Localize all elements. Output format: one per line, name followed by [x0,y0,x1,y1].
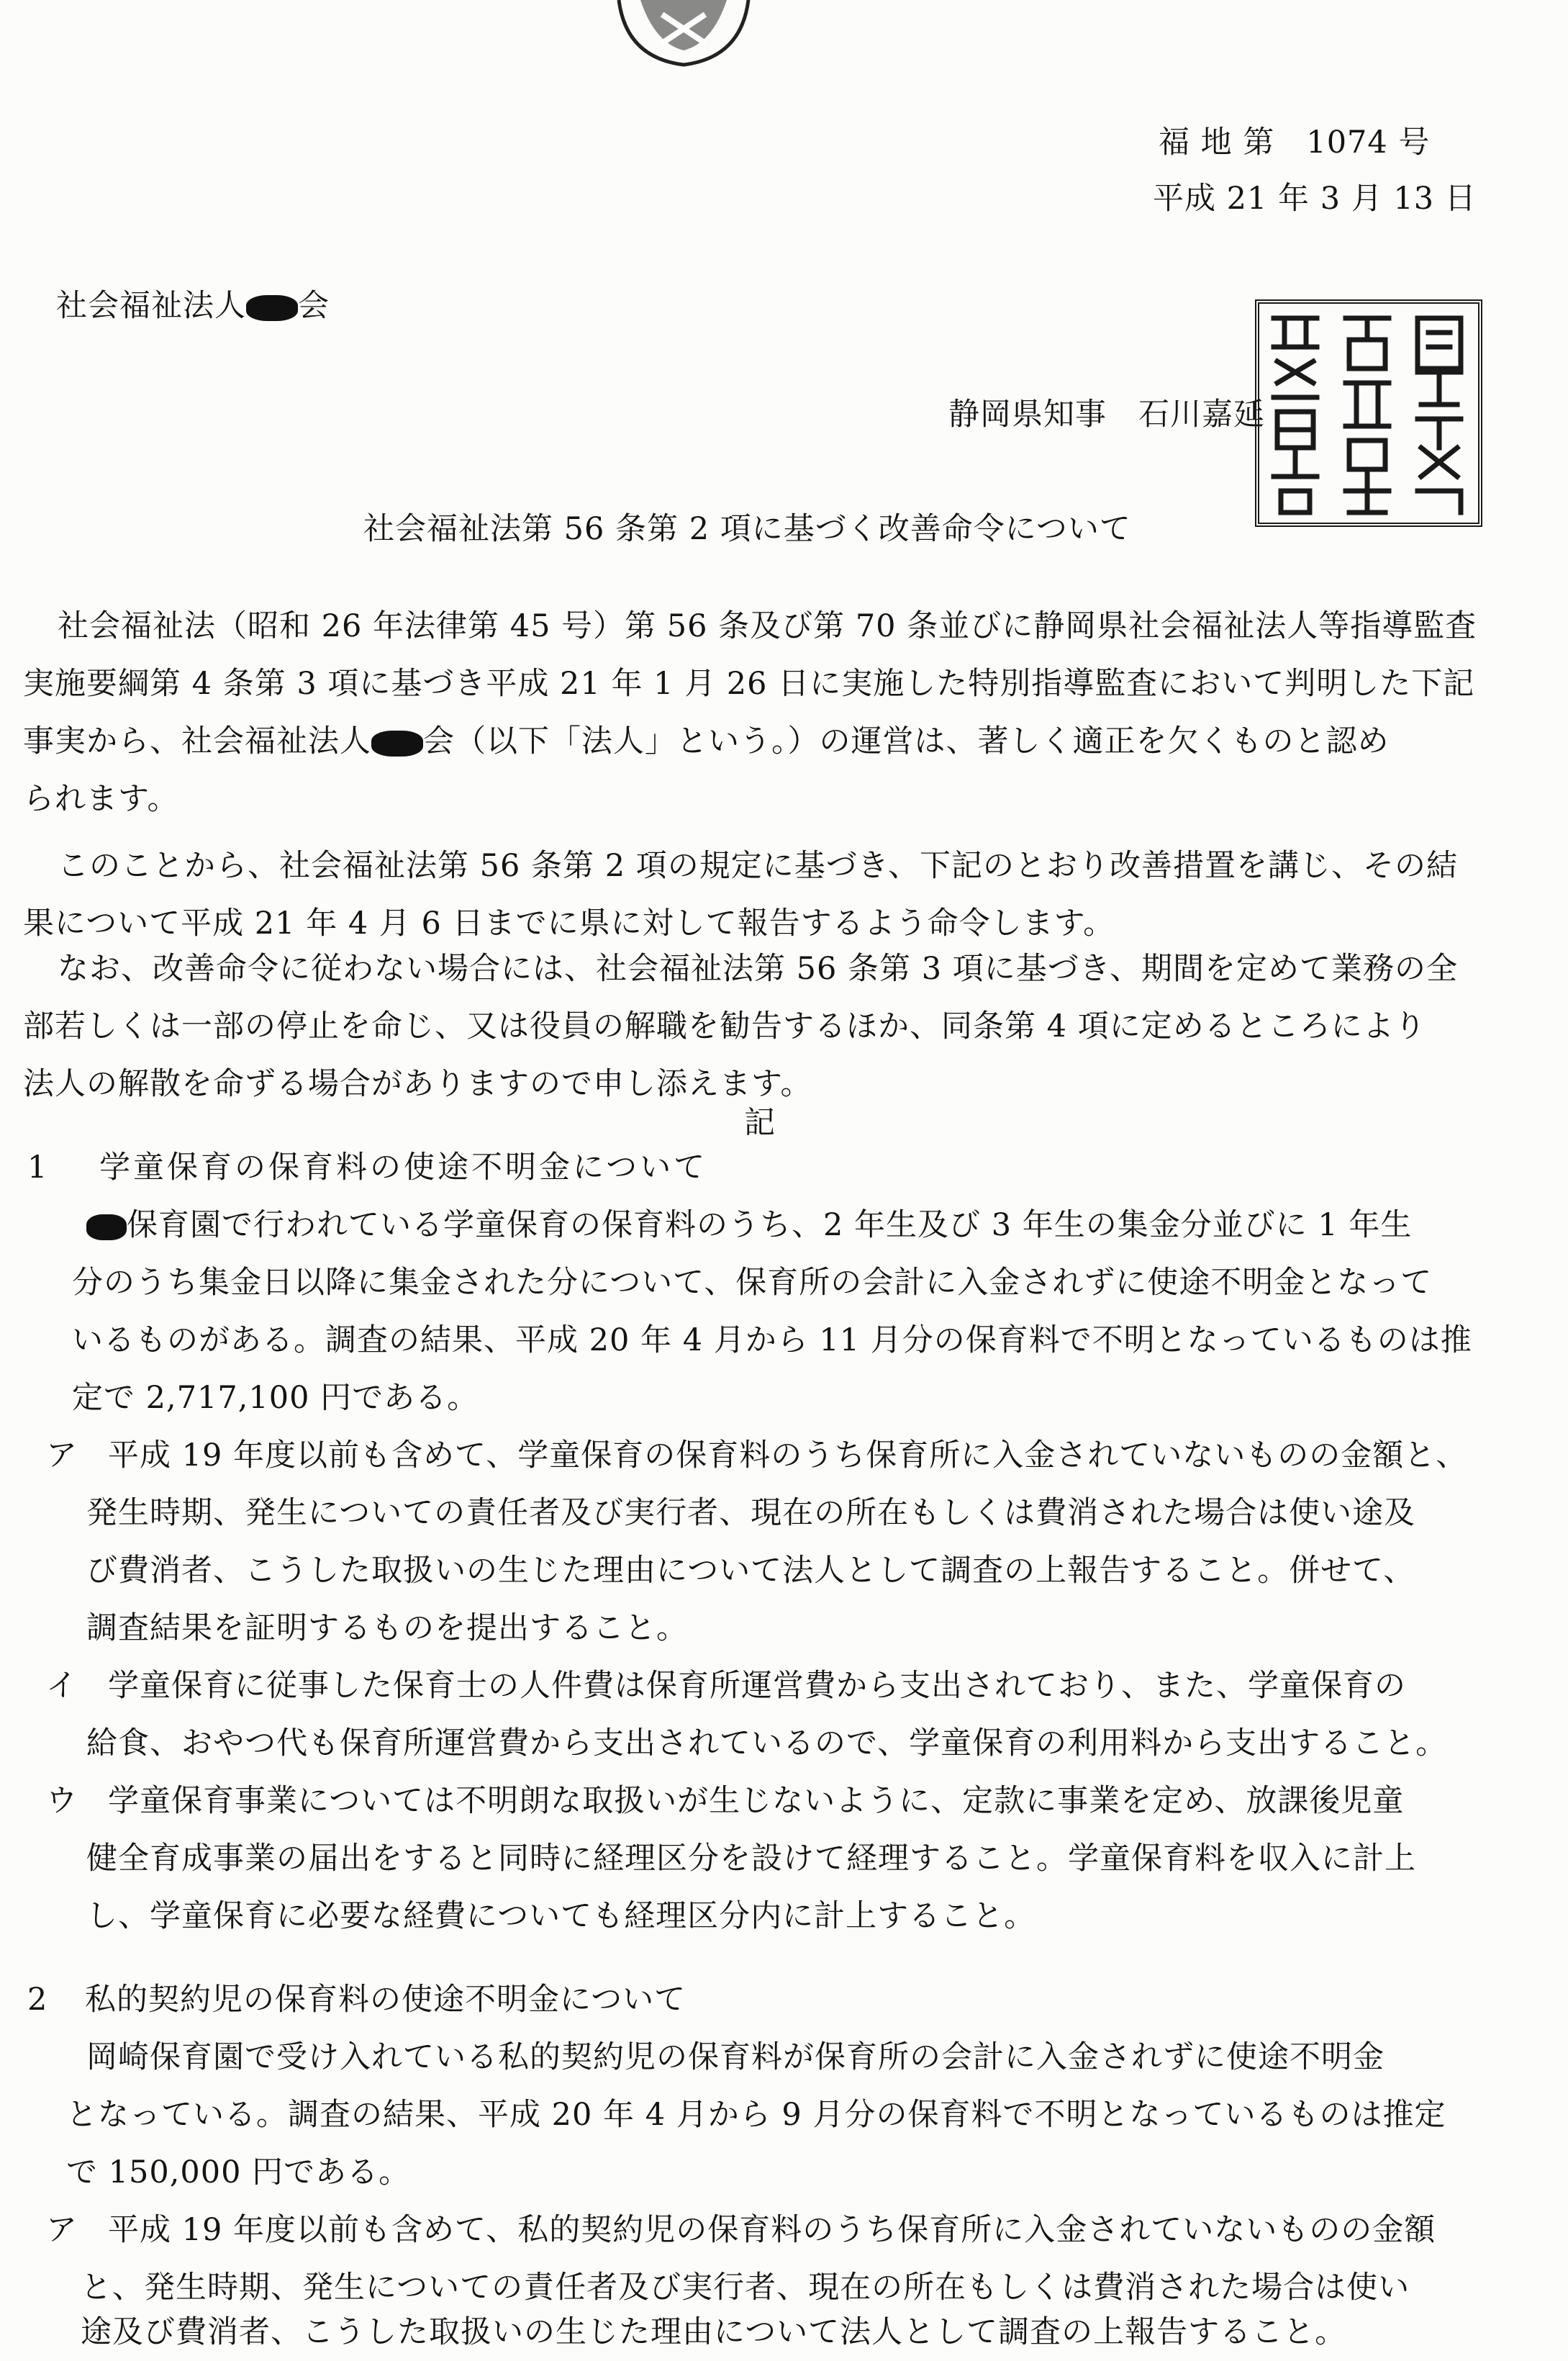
document-date: 平成 21 年 3 月 13 日 [1153,181,1477,217]
section2-item-a-line-3: 途及び費消者、こうした取扱いの生じた理由について法人として調査の上報告すること。 [81,2314,1347,2350]
section1-item-u-line-3: し、学童保育に必要な経費についても経理区分内に計上すること。 [86,1898,1036,1934]
section1-item-a-line-1: 平成 19 年度以前も含めて、学童保育の保育料のうち保育所に入金されていないものの金額と、 [108,1437,1468,1473]
section1-body-line-1-text: 保育園で行われている学童保育の保育料のうち、2 年生及び 3 年生の集金分並びに 1 年生 [127,1207,1413,1243]
para2-line-1: このことから、社会福祉法第 56 条第 2 項の規定に基づき、下記のとおり改善措置を講じ、その結 [58,848,1459,884]
section1-number: 1 [27,1150,48,1186]
sender: 静岡県知事 石川嘉延 [948,397,1265,433]
recipient-suffix: 会 [298,288,330,324]
intro-line-3-end: 会（以下「法人」という。）の運営は、著しく適正を欠くものと認め [423,723,1390,759]
seal-glyphs [1259,304,1478,523]
section2-body-line-2: となっている。調査の結果、平成 20 年 4 月から 9 月分の保育料で不明となっているものは推定 [66,2097,1446,2133]
section2-body-line-3: で 150,000 円である。 [66,2154,411,2190]
section1-body-line-2: 分のうち集金日以降に集金された分について、保育所の会計に入金されずに使途不明金となって [72,1265,1433,1301]
section1-item-a-line-2: 発生時期、発生についての責任者及び実行者、現在の所在もしくは費消された場合は使い途及 [86,1495,1416,1531]
para2-line-2: 果について平成 21 年 4 月 6 日までに県に対して報告するよう命令します。 [23,906,1115,942]
section2-body-line-1: 岡崎保育園で受け入れている私的契約児の保育料が保育所の会計に入金されずに使途不明金 [86,2039,1385,2075]
section1-item-i-mark: イ [46,1668,78,1704]
recipient [56,277,330,335]
section1-item-i-line-2: 給食、おやつ代も保育所運営費から支出されているので、学童保育の利用料から支出すること。 [86,1725,1448,1761]
intro-line-4: られます。 [23,781,179,817]
intro-line-2: 実施要綱第 4 条第 3 項に基づき平成 21 年 1 月 26 日に実施した特別指導監査において判明した下記 [23,666,1475,702]
section1-item-a-line-4: 調査結果を証明するものを提出すること。 [86,1610,688,1646]
para3-line-3: 法人の解散を命ずる場合がありますので申し添えます。 [23,1066,812,1102]
section1-item-u-line-2: 健全育成事業の届出をすると同時に経理区分を設けて経理すること。学童保育料を収入に計上 [86,1841,1416,1877]
section2-number: 2 [27,1982,48,2018]
section1-item-a-line-3: び費消者、こうした取扱いの生じた理由について法人として調査の上報告すること。併せて、 [86,1553,1415,1589]
top-stamp-fragment [612,0,756,68]
section2-heading: 私的契約児の保育料の使途不明金について [85,1982,686,2018]
section2-item-a-mark: ア [46,2212,78,2248]
section1-body-line-1 [86,1196,1412,1254]
section1-heading: 学童保育の保育料の使途不明金について [99,1150,708,1186]
intro-line-3 [23,713,1390,770]
para3-line-1: なお、改善命令に従わない場合には、社会福祉法第 56 条第 3 項に基づき、期間を定めて業務の全 [58,951,1459,987]
document-title: 社会福祉法第 56 条第 2 項に基づく改善命令について [363,511,1131,547]
redaction-mark [371,731,423,757]
section2-item-a-line-2: と、発生時期、発生についての責任者及び実行者、現在の所在もしくは費消された場合は使い [81,2270,1410,2306]
governor-seal [1255,299,1482,527]
section1-item-i-line-1: 学童保育に従事した保育士の人件費は保育所運営費から支出されており、また、学童保育の [108,1668,1406,1704]
redaction-mark [86,1214,127,1240]
recipient-prefix: 社会福祉法人 [56,288,246,324]
intro-line-3-start: 事実から、社会福祉法人 [23,723,371,759]
redaction-mark [246,295,298,321]
document-number: 福 地 第 1074 号 [1159,125,1431,161]
section1-item-u-line-1: 学童保育事業については不明朗な取扱いが生じないように、定款に事業を定め、放課後児童 [108,1783,1405,1819]
section1-body-line-3: いるものがある。調査の結果、平成 20 年 4 月から 11 月分の保育料で不明となっているものは推 [72,1322,1472,1358]
para3-line-2: 部若しくは一部の停止を命じ、又は役員の解職を勧告するほか、同条第 4 項に定めるところにより [23,1008,1426,1044]
ki-marker: 記 [744,1105,776,1141]
section2-item-a-line-1: 平成 19 年度以前も含めて、私的契約児の保育料のうち保育所に入金されていないものの金額 [108,2212,1436,2248]
intro-line-1: 社会福祉法（昭和 26 年法律第 45 号）第 56 条及び第 70 条並びに静岡県社会福祉法人等指導監査 [58,608,1477,644]
section1-item-a-mark: ア [46,1437,78,1473]
section1-body-line-4: 定で 2,717,100 円である。 [72,1380,479,1416]
section1-item-u-mark: ウ [46,1783,78,1819]
